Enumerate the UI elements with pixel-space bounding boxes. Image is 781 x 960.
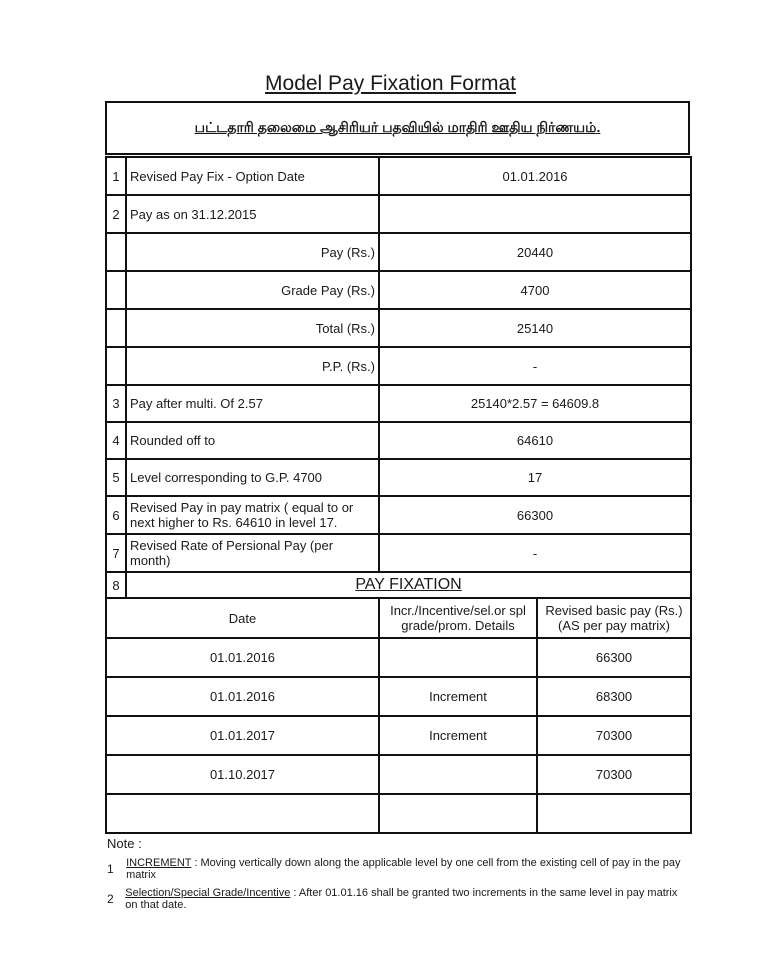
tamil-subtitle: பட்டதாரி தலைமை ஆசிரியர் பதவியில் மாதிரி ஊதிய நிர்ணயம். [194, 118, 601, 135]
row-label: Grade Pay (Rs.) [126, 271, 379, 309]
row-label: Revised Pay in pay matrix ( equal to or next higher to Rs. 64610 in level 17. [126, 496, 379, 534]
row-value: 17 [379, 459, 691, 496]
page-title: Model Pay Fixation Format [265, 72, 516, 95]
section-row [106, 572, 691, 598]
details-cell: Increment [379, 716, 537, 755]
details-cell [379, 794, 537, 833]
basic-pay-cell: 70300 [537, 755, 691, 794]
table-row [106, 233, 691, 271]
date-cell: 01.01.2017 [106, 716, 379, 755]
fixation-row [106, 638, 691, 677]
row-value [379, 195, 691, 233]
basic-pay-cell: 66300 [537, 638, 691, 677]
row-number [106, 347, 126, 385]
basic-pay-cell: 68300 [537, 677, 691, 716]
row-value: - [379, 347, 691, 385]
row-number [106, 233, 126, 271]
row-number: 7 [106, 534, 126, 572]
row-number: 5 [106, 459, 126, 496]
row-value: 01.01.2016 [379, 157, 691, 195]
row-value: - [379, 534, 691, 572]
column-header: Incr./Incentive/sel.or spl grade/prom. Details [379, 598, 537, 638]
basic-pay-cell [537, 794, 691, 833]
column-header: Revised basic pay (Rs.) (AS per pay matrix) [537, 598, 691, 638]
row-label: Pay as on 31.12.2015 [126, 195, 379, 233]
table-row [106, 459, 691, 496]
row-label: Rounded off to [126, 422, 379, 459]
table-row [106, 157, 691, 195]
row-number: 2 [106, 195, 126, 233]
row-number: 3 [106, 385, 126, 422]
row-label: Total (Rs.) [126, 309, 379, 347]
table-row [106, 385, 691, 422]
row-number: 4 [106, 422, 126, 459]
date-cell: 01.01.2016 [106, 677, 379, 716]
table-row [106, 309, 691, 347]
section-heading: PAY FIXATION [126, 572, 691, 598]
row-number [106, 309, 126, 347]
row-value: 64610 [379, 422, 691, 459]
row-label: Pay after multi. Of 2.57 [126, 385, 379, 422]
date-cell [106, 794, 379, 833]
row-number: 6 [106, 496, 126, 534]
row-value: 66300 [379, 496, 691, 534]
row-number [106, 271, 126, 309]
table-row [106, 347, 691, 385]
fixation-row [106, 794, 691, 833]
details-cell: Increment [379, 677, 537, 716]
row-label: Revised Rate of Persional Pay (per month) [126, 534, 379, 572]
table-row [106, 271, 691, 309]
table-row [106, 195, 691, 233]
date-cell: 01.01.2016 [106, 638, 379, 677]
row-number: 1 [106, 157, 126, 195]
fixation-row [106, 755, 691, 794]
pay-fixation-table [105, 156, 692, 834]
notes-label: Note : [107, 836, 142, 851]
table-row [106, 422, 691, 459]
row-label: Revised Pay Fix - Option Date [126, 157, 379, 195]
subtitle-box [105, 101, 690, 155]
details-cell [379, 755, 537, 794]
row-value: 25140*2.57 = 64609.8 [379, 385, 691, 422]
row-value: 4700 [379, 271, 691, 309]
note-item: 1 INCREMENT : Moving vertically down along the applicable level by one cell from the existing cell of pay in the pay matrix [107, 857, 681, 881]
table-row [106, 534, 691, 572]
date-cell: 01.10.2017 [106, 755, 379, 794]
row-number: 8 [106, 572, 126, 598]
row-label: P.P. (Rs.) [126, 347, 379, 385]
row-label: Level corresponding to G.P. 4700 [126, 459, 379, 496]
notes [107, 836, 687, 911]
column-header: Date [106, 598, 379, 638]
table-row [106, 496, 691, 534]
fixation-row [106, 677, 691, 716]
row-value: 20440 [379, 233, 691, 271]
row-value: 25140 [379, 309, 691, 347]
details-cell [379, 638, 537, 677]
basic-pay-cell: 70300 [537, 716, 691, 755]
fixation-header-row [106, 598, 691, 638]
note-item: 2 Selection/Special Grade/Incentive : After 01.01.16 shall be granted two increments in the same level in pay matrix on that date. [107, 887, 678, 911]
row-label: Pay (Rs.) [126, 233, 379, 271]
fixation-row [106, 716, 691, 755]
